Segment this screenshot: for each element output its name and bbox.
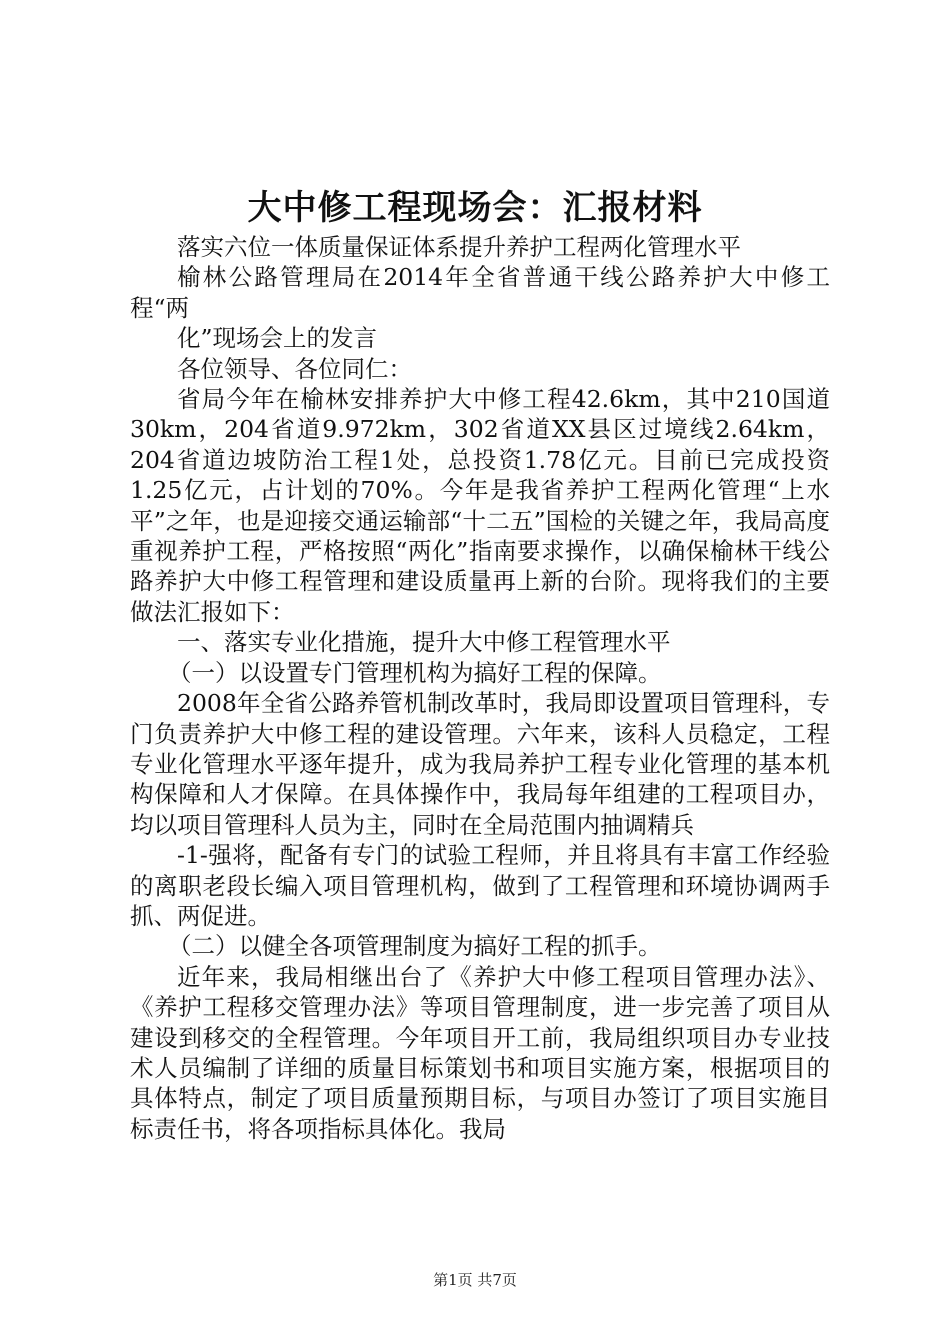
subtitle-paragraph: 落实六位一体质量保证体系提升养护工程两化管理水平 xyxy=(177,233,741,261)
speaker-line-1: 榆林公路管理局在2014年全省普通干线公路养护大中修工程“两 xyxy=(130,263,830,322)
document-body xyxy=(130,232,830,1144)
section-heading-1: 一、落实专业化措施，提升大中修工程管理水平 xyxy=(177,628,671,657)
subsection-heading-1-1: （一）以设置专门管理机构为搞好工程的保障。 xyxy=(168,658,662,687)
greeting-paragraph: 各位领导、各位同仁： xyxy=(177,354,412,383)
body-paragraph-continued: -1-强将，配备有专门的试验工程师，并且将具有丰富工作经验的离职老段长编入项目管理机构，做到了工程管理和环境协调两手抓、两促进。 xyxy=(130,841,830,930)
page-number-footer: 第1页 共7页 xyxy=(433,1271,517,1289)
body-paragraph-2008: 2008年全省公路养管机制改革时，我局即设置项目管理科，专门负责养护大中修工程的建设管理。六年来，该科人员稳定，工程专业化管理水平逐年提升，成为我局养护工程专业化管理的基本机构保障和人才保障。在具体操作中，我局每年组建的工程项目办，均以项目管理科人员为主，同时在全局范围内抽调精兵 xyxy=(130,689,830,839)
speaker-line-2: 化”现场会上的发言 xyxy=(177,324,378,353)
document-title: 大中修工程现场会：汇报材料 xyxy=(247,188,703,228)
intro-paragraph: 省局今年在榆林安排养护大中修工程42.6km，其中210国道30km，204省道9.972km，302省道XX县区过境线2.64km，204省道边坡防治工程1处，总投资1.78亿元。目前已完成投资1.25亿元，占计划的70%。今年是我省养护工程两化管理“上水平”之年，也是迎接交通运输部“十二五”国检的关键之年，我局高度重视养护工程，严格按照“两化”指南要求操作，以确保榆林干线公路养护大中修工程管理和建设质量再上新的台阶。现将我们的主要做法汇报如下： xyxy=(130,385,830,626)
body-paragraph-recent: 近年来，我局相继出台了《养护大中修工程项目管理办法》、《养护工程移交管理办法》等项目管理制度，进一步完善了项目从建设到移交的全程管理。今年项目开工前，我局组织项目办专业技术人员编制了详细的质量目标策划书和项目实施方案，根据项目的具体特点，制定了项目质量预期目标，与项目办签订了项目实施目标责任书，将各项指标具体化。我局 xyxy=(130,962,830,1143)
subsection-heading-1-2: （二）以健全各项管理制度为搞好工程的抓手。 xyxy=(168,932,662,961)
